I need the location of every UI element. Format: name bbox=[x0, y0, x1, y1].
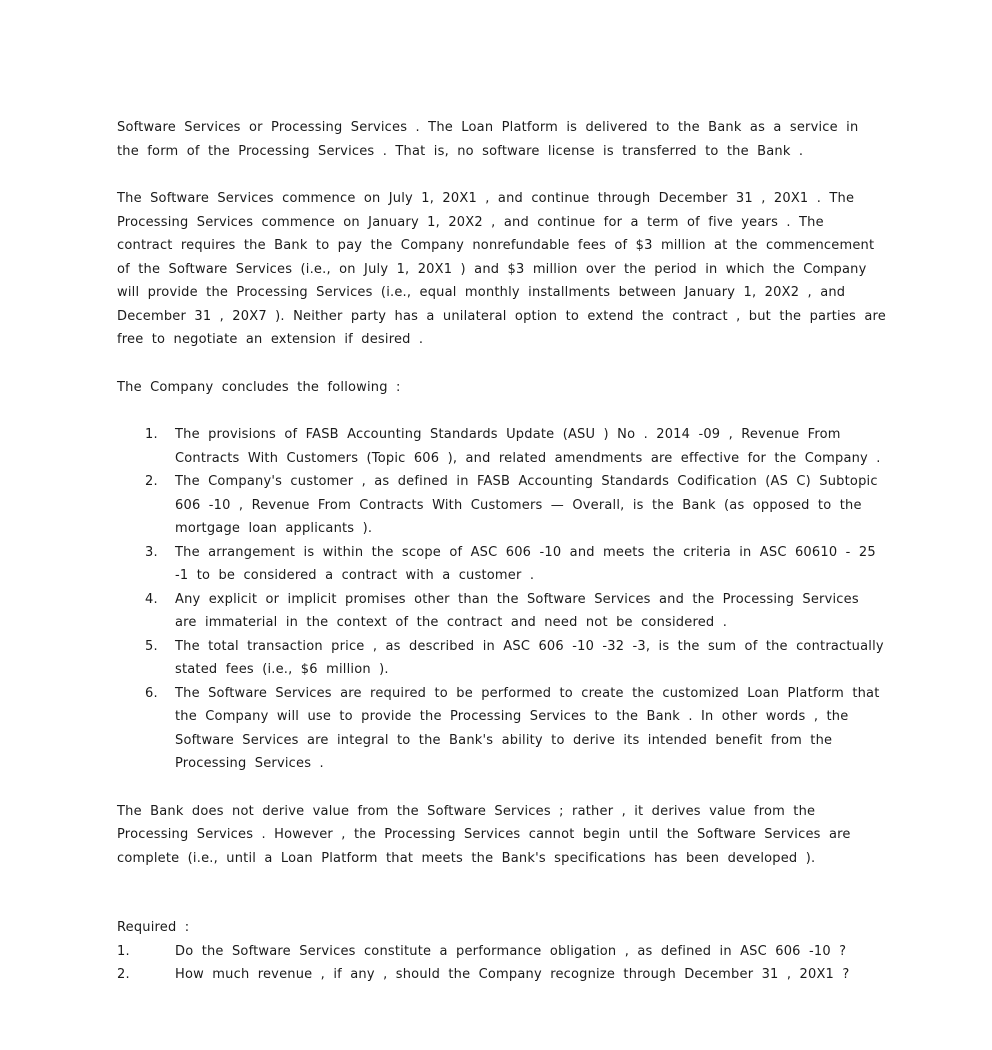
list-item-number: 2. bbox=[145, 474, 158, 489]
required-item-text: Do the Software Services constitute a performance obligation , as defined in ASC 606 -10 ? bbox=[175, 943, 847, 959]
required-item-number: 2. bbox=[117, 967, 130, 982]
list-item-number: 1. bbox=[145, 427, 158, 442]
required-item-number: 1. bbox=[117, 943, 130, 959]
required-section bbox=[117, 916, 887, 987]
list-item bbox=[117, 470, 887, 541]
list-item bbox=[117, 588, 887, 635]
list-item-text: The arrangement is within the scope of ASC 606 -10 and meets the criteria in ASC 60610 - 25 -1 to be considered a contract with a customer . bbox=[175, 544, 876, 583]
list-item-text: The provisions of FASB Accounting Standards Update (ASU ) No . 2014 -09 , Revenue From Contracts With Customers (Topic 606 ), and related amendments are effective for the Company . bbox=[175, 427, 881, 466]
list-item-number: 5. bbox=[145, 638, 158, 654]
list-item-text: Any explicit or implicit promises other than the Software Services and the Processing Services are immaterial in the context of the contract and need not be considered . bbox=[175, 591, 859, 630]
list-item bbox=[117, 635, 887, 682]
list-item bbox=[117, 682, 887, 776]
conclusions-list bbox=[117, 423, 887, 776]
list-item-text: The total transaction price , as described in ASC 606 -10 -32 -3, is the sum of the contractually stated fees (i.e., $6 million ). bbox=[175, 638, 884, 677]
list-item bbox=[117, 541, 887, 588]
paragraph-service-delivery: Software Services or Processing Services . The Loan Platform is delivered to the Bank as a service in the form of the Processing Services . That is, no software license is transferred to the Bank . bbox=[117, 120, 859, 159]
list-item-number: 4. bbox=[145, 591, 158, 607]
list-item-text: The Software Services are required to be performed to create the customized Loan Platform that the Company will use to provide the Processing Services to the Bank . In other words , the Software Services are integral to the Bank's ability to derive its intended benefit from the Processing Services . bbox=[175, 685, 880, 771]
list-item-number: 3. bbox=[145, 544, 158, 560]
paragraph-bank-value: The Bank does not derive value from the Software Services ; rather , it derives value from the Processing Services . However , the Processing Services cannot begin until the Software Services are complete (i.e., until a Loan Platform that meets the Bank's specifications has been developed ). bbox=[117, 803, 851, 866]
paragraph-company-concludes: The Company concludes the following : bbox=[117, 379, 401, 395]
list-item-number: 6. bbox=[145, 685, 158, 701]
required-item bbox=[117, 940, 887, 964]
document-body bbox=[117, 116, 887, 987]
list-item-text: The Company's customer , as defined in FASB Accounting Standards Codification (AS C) Subtopic 606 -10 , Revenue From Contracts With Customers — Overall, is the Bank (as opposed to the mortgage loan applicants ). bbox=[175, 474, 878, 536]
paragraph-contract-terms: The Software Services commence on July 1, 20X1 , and continue through December 31 , 20X1 . The Processing Services commence on January 1, 20X2 , and continue for a term of five years . The contract requires the Bank to pay the Company nonrefundable fees of $3 million at the commencement of the Software Services (i.e., on July 1, 20X1 ) and $3 million over the period in which the Company will provide the Processing Services (i.e., equal monthly installments between January 1, 20X2 , and December 31 , 20X7 ). Neither party has a unilateral option to extend the contract , but the parties are free to negotiate an extension if desired . bbox=[117, 191, 886, 347]
required-title: Required : bbox=[117, 920, 190, 935]
required-item bbox=[117, 963, 887, 987]
required-item-text: How much revenue , if any , should the Company recognize through December 31 , 20X1 ? bbox=[175, 967, 850, 982]
list-item bbox=[117, 423, 887, 470]
